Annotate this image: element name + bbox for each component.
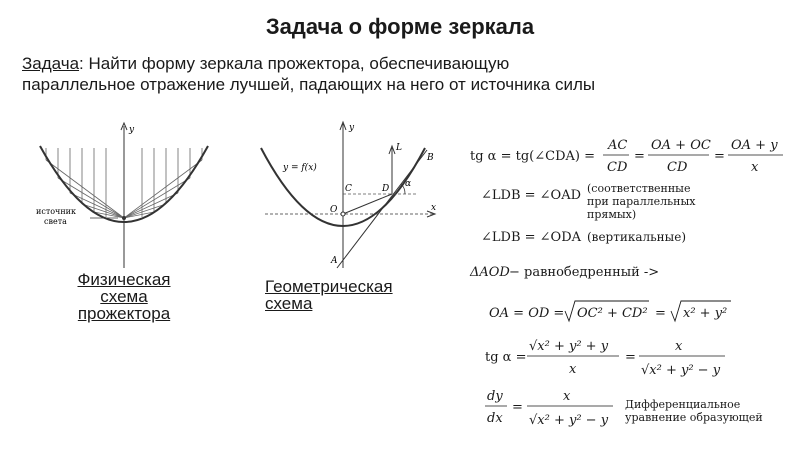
f1-eq1: = bbox=[634, 149, 645, 164]
f6-lhs: tg α = bbox=[485, 350, 527, 365]
caption-physical-3: прожектора bbox=[77, 304, 171, 323]
f2-note-1: (соответственные bbox=[587, 182, 691, 195]
caption-geometric-scheme bbox=[265, 278, 415, 312]
f5-root1: OC² + CD² bbox=[577, 306, 648, 321]
label-a: A bbox=[331, 256, 338, 266]
page-title: Задача о форме зеркала bbox=[265, 14, 535, 39]
x-axis-label: x bbox=[431, 203, 437, 213]
f1-lhs: tg α = tg(∠CDA) = bbox=[470, 149, 595, 164]
f1-frac1-den: CD bbox=[607, 160, 628, 175]
caption-geometric-2: схема bbox=[265, 294, 313, 313]
projector-diagram bbox=[30, 118, 230, 278]
caption-geometric-1: Геометрическая bbox=[265, 277, 393, 296]
source-label-2: света bbox=[44, 217, 67, 226]
source-label-1: источник bbox=[36, 207, 77, 216]
caption-physical-1: Физическая bbox=[77, 270, 171, 289]
task-statement bbox=[22, 53, 782, 95]
f7-dy: dy bbox=[487, 389, 503, 404]
f1-frac3-den: x bbox=[751, 160, 759, 175]
formula-panel bbox=[465, 125, 795, 435]
f7-den: √x² + y² − y bbox=[529, 413, 609, 428]
label-l: L bbox=[396, 143, 402, 153]
point-o bbox=[341, 212, 345, 216]
task-keyword: Задача bbox=[22, 54, 80, 73]
f7-eq: = bbox=[512, 400, 523, 415]
y-axis-label: y bbox=[129, 125, 135, 135]
task-line-1: : Найти форму зеркала прожектора, обеспечивающую bbox=[79, 54, 510, 73]
label-d: D bbox=[382, 184, 390, 194]
f5-lhs: OA = OD = bbox=[489, 306, 565, 321]
line-od bbox=[343, 194, 392, 214]
f7-note-1: Дифференциальное bbox=[625, 398, 741, 411]
f4-math: ΔAOD bbox=[470, 265, 510, 280]
f1-frac2-den: CD bbox=[667, 160, 688, 175]
y-axis-label: y bbox=[349, 123, 355, 133]
f1-frac3-num: OA + y bbox=[731, 138, 778, 153]
f3-text: ∠LDB = ∠ODA bbox=[481, 230, 582, 245]
f2-text: ∠LDB = ∠OAD bbox=[481, 188, 582, 203]
f6-num1: √x² + y² + y bbox=[529, 339, 609, 354]
f6-den2: √x² + y² − y bbox=[641, 363, 721, 378]
f2-note-2: при параллельных bbox=[587, 195, 696, 208]
f5-eq: = bbox=[655, 306, 666, 321]
f7-num: x bbox=[563, 389, 571, 404]
caption-physical-2: схема bbox=[100, 287, 148, 306]
f6-eq: = bbox=[625, 350, 636, 365]
label-o: O bbox=[330, 205, 338, 215]
task-line-2: параллельное отражение лучшей, падающих на него от источника силы bbox=[22, 75, 596, 94]
label-b: B bbox=[427, 153, 434, 163]
f6-num2: x bbox=[675, 339, 683, 354]
f5-root2: x² + y² bbox=[683, 306, 728, 321]
geometric-diagram bbox=[255, 118, 455, 278]
f7-dx: dx bbox=[487, 411, 503, 426]
tangent-line bbox=[337, 150, 427, 268]
label-c: C bbox=[345, 184, 352, 194]
label-alpha: α bbox=[405, 179, 412, 189]
f7-note-2: уравнение образующей bbox=[625, 411, 763, 424]
light-source-point bbox=[122, 216, 126, 220]
f1-eq2: = bbox=[714, 149, 725, 164]
f4-text: − равнобедренный -> bbox=[509, 265, 660, 280]
curve-label: y = f(x) bbox=[283, 163, 317, 173]
f6-den1: x bbox=[569, 362, 577, 377]
f1-frac1-num: AC bbox=[608, 138, 628, 153]
f1-frac2-num: OA + OC bbox=[651, 138, 711, 153]
caption-physical-scheme bbox=[68, 271, 180, 322]
f2-note-3: прямых) bbox=[587, 208, 637, 221]
f3-note: (вертикальные) bbox=[587, 230, 686, 244]
